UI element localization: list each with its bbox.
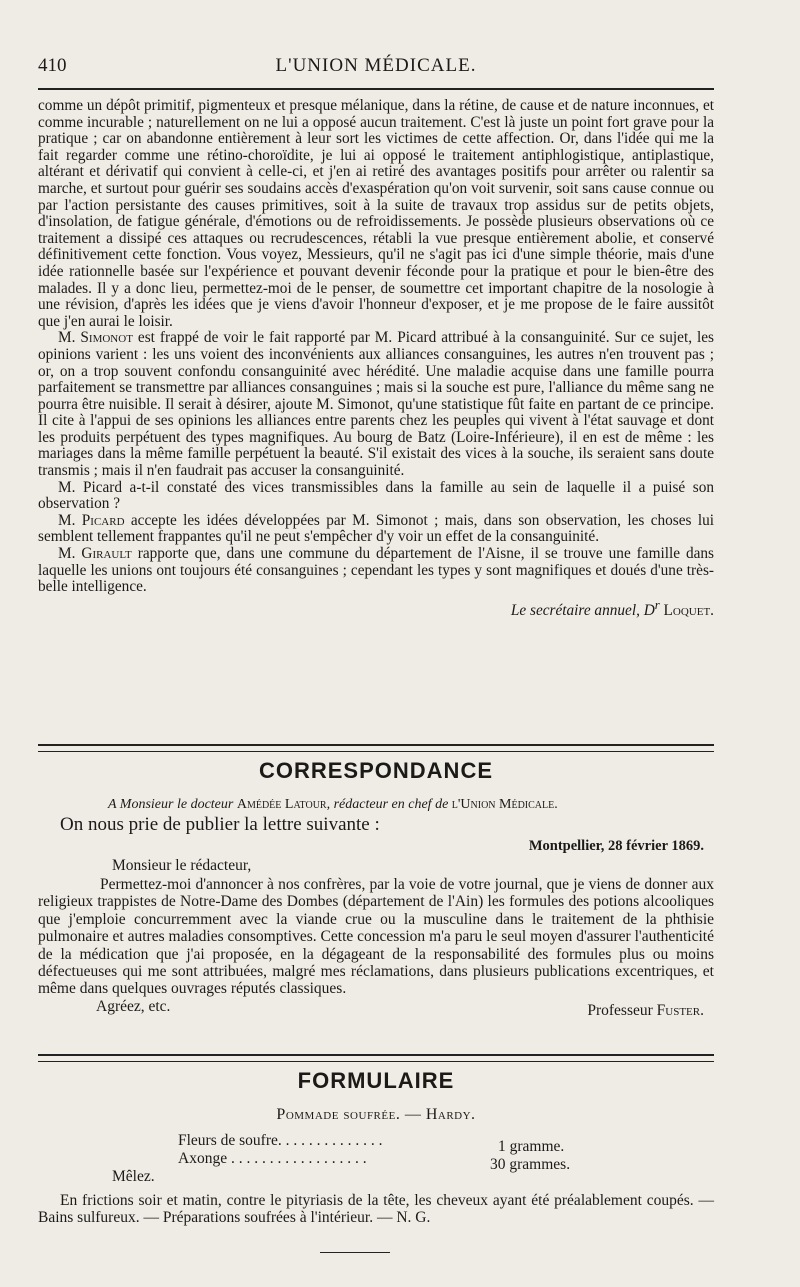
recipe-instructions: En frictions soir et matin, contre le pityriasis de la tête, les cheveux ayant été préalablement coupés. — Bains sulfureux. — Préparations soufrées à l'intérieur. — N. G. (38, 1192, 714, 1227)
section-divider (38, 1054, 714, 1062)
section-heading-formulaire: FORMULAIRE (297, 1068, 455, 1093)
paragraph-question: M. Picard a-t-il constaté des vices transmissibles dans la famille au sein de laquelle il a puisé son observation ? (38, 478, 714, 513)
correspondance-block (38, 796, 714, 1020)
secretary-signature: Le secrétaire annuel, $D^r$ Loquet. (510, 597, 714, 619)
header-rule (38, 88, 714, 90)
minutes-text (38, 98, 714, 620)
letter-closing (38, 998, 714, 1020)
paragraph-retinitis: comme un dépôt primitif, pigmenteux et presque mélanique, dans la rétine, de cause et de nature inconnues, et comme incurable ; naturellement on ne lui a opposé aucun traitement. C'est là juste un point fort grave pour la pratique ; car on abandonne entièrement à leur sort les victimes de cette affection. Or, dans l'idée qui me la fait regarder comme une rétino-choroïdite, je lui ai opposé le traitement antiphlogistique, antiplastique, altérant et dérivatif qui convient à celle-ci, et j'en ai retiré des avantages positifs pour arrêter ou ralentir sa marche, et surtout pour guérir ses soudains accès d'exaspération qu'on voit survenir, soit sans cause connue ou par l'action persistante des causes primitives, soit à la suite de travaux trop assidus sur de petits objets, d'insolation, de fatigue générale, d'émotions ou de refroidissements. Je possède plusieurs observations où ce traitement a dissipé ces attaques ou recrudescences, rétabli la vue presque entièrement abolie, et conservé définitivement cette fonction. Vous voyez, Messieurs, qu'il ne s'agit pas ici d'une simple théorie, mais d'une idée rationnelle basée sur l'expérience et pouvant devenir féconde pour la pratique et pour le bien-être des malades. Il y a donc lieu, permettez-moi de le penser, de soumettre cet important chapitre de la nosologie à une révision, d'après les idées que je viens d'avoir l'honneur d'exposer, et je me propose de le faire aussitôt que j'en aurai le loisir. (38, 97, 714, 330)
ingredient-quantity: 1 gramme. (498, 1138, 565, 1155)
ingredient-quantity: 30 grammes. (490, 1156, 571, 1173)
letter-body: Permettez-moi d'annoncer à nos confrères, par la voie de votre journal, que je viens de donner aux religieux trappistes de Notre-Dame des Dombes (département de l'Ain) les formules des potions alcooliques que j'emploie concurremment avec la viande crue ou la musculine dans le traitement de la phthisie pulmonaire et autres maladies consomptives. Cette concession m'a paru le seul moyen d'assurer l'authenticité de la médication que j'ai proposée, en la dégageant de la responsabilité des formules plus ou moins défectueuses qui me sont attribuées, malgré mes réclamations, dans plusieurs publications excentriques, et même dans quelques ouvrages réputés classiques. (38, 876, 714, 998)
ingredient-name: Axonge . . . . . . . . . . . . . . . . . . (178, 1150, 367, 1167)
running-header (38, 55, 714, 83)
speaker-name: Picard (81, 511, 125, 529)
recipe (38, 1130, 714, 1190)
ingredient-name: Fleurs de soufre. . . . . . . . . . . . . . (178, 1132, 383, 1149)
section-heading-correspondance: CORRESPONDANCE (258, 758, 494, 783)
letter-salutation: Monsieur le rédacteur, (112, 857, 252, 874)
letter-intro: On nous prie de publier la lettre suivante : (60, 814, 380, 835)
letter-signature: Professeur Fuster. (587, 1001, 704, 1019)
speaker-name: Simonot (80, 329, 133, 347)
letter-dateline: Montpellier, 28 février 1869. (528, 838, 704, 854)
section-divider (38, 744, 714, 752)
paragraph-picard: M. Picard accepte les idées développées par M. Simonot ; mais, dans son observation, les choses lui semblent tellement frappantes qu'il ne peut s'empêcher d'y voir un effet de la consanguinité. (38, 511, 715, 546)
end-rule (320, 1252, 390, 1253)
letter-closing-formula: Agréez, etc. (96, 997, 171, 1015)
recipe-title: Pommade soufrée. — Hardy. (276, 1106, 476, 1123)
paragraph-simonot: M. Simonot est frappé de voir le fait rapporté par M. Picard attribué à la consanguinité. Sur ce sujet, les opinions varient : les uns voient des inconvénients aux alliances consanguines, les autres n'en trouvent pas ; or, on a trop souvent confondu consanguinité avec hérédité. Une maladie acquise dans une famille pourra parfaitement se transmettre par alliances consanguines ; mais si la souche est pure, l'alliance du même sang ne pourra être nuisible. Il serait à désirer, ajoute M. Simonot, qu'une statistique fût faite en partant de ce principe. Il cite à l'appui de ses opinions les alliances entre parents chez les peuples qui vivent à l'état sauvage et dont les produits perpétuent des types magnifiques. Au bourg de Batz (Loire-Inférieure), il en est de même : les mariages dans la même famille perpétuent la beauté. S'il existait des vices à la souche, ils seraient sans doute transmis ; mais il n'en faudrait pas accuser la consanguinité. (38, 329, 714, 480)
paragraph-girault: M. Girault rapporte que, dans une commune du département de l'Aisne, il se trouve une famille dans laquelle les unions ont toujours été consanguines ; cependant les types y sont magnifiques et doués d'une très-belle intelligence. (38, 545, 714, 596)
page-number: 410 (38, 55, 67, 76)
letter-addressee: A Monsieur le docteur Amédée Latour, rédacteur en chef de l'Union Médicale. (108, 797, 558, 812)
speaker-name: Girault (81, 545, 132, 563)
recipe-mix-instruction: Mêlez. (112, 1168, 155, 1185)
journal-title: L'UNION MÉDICALE. (275, 55, 477, 76)
